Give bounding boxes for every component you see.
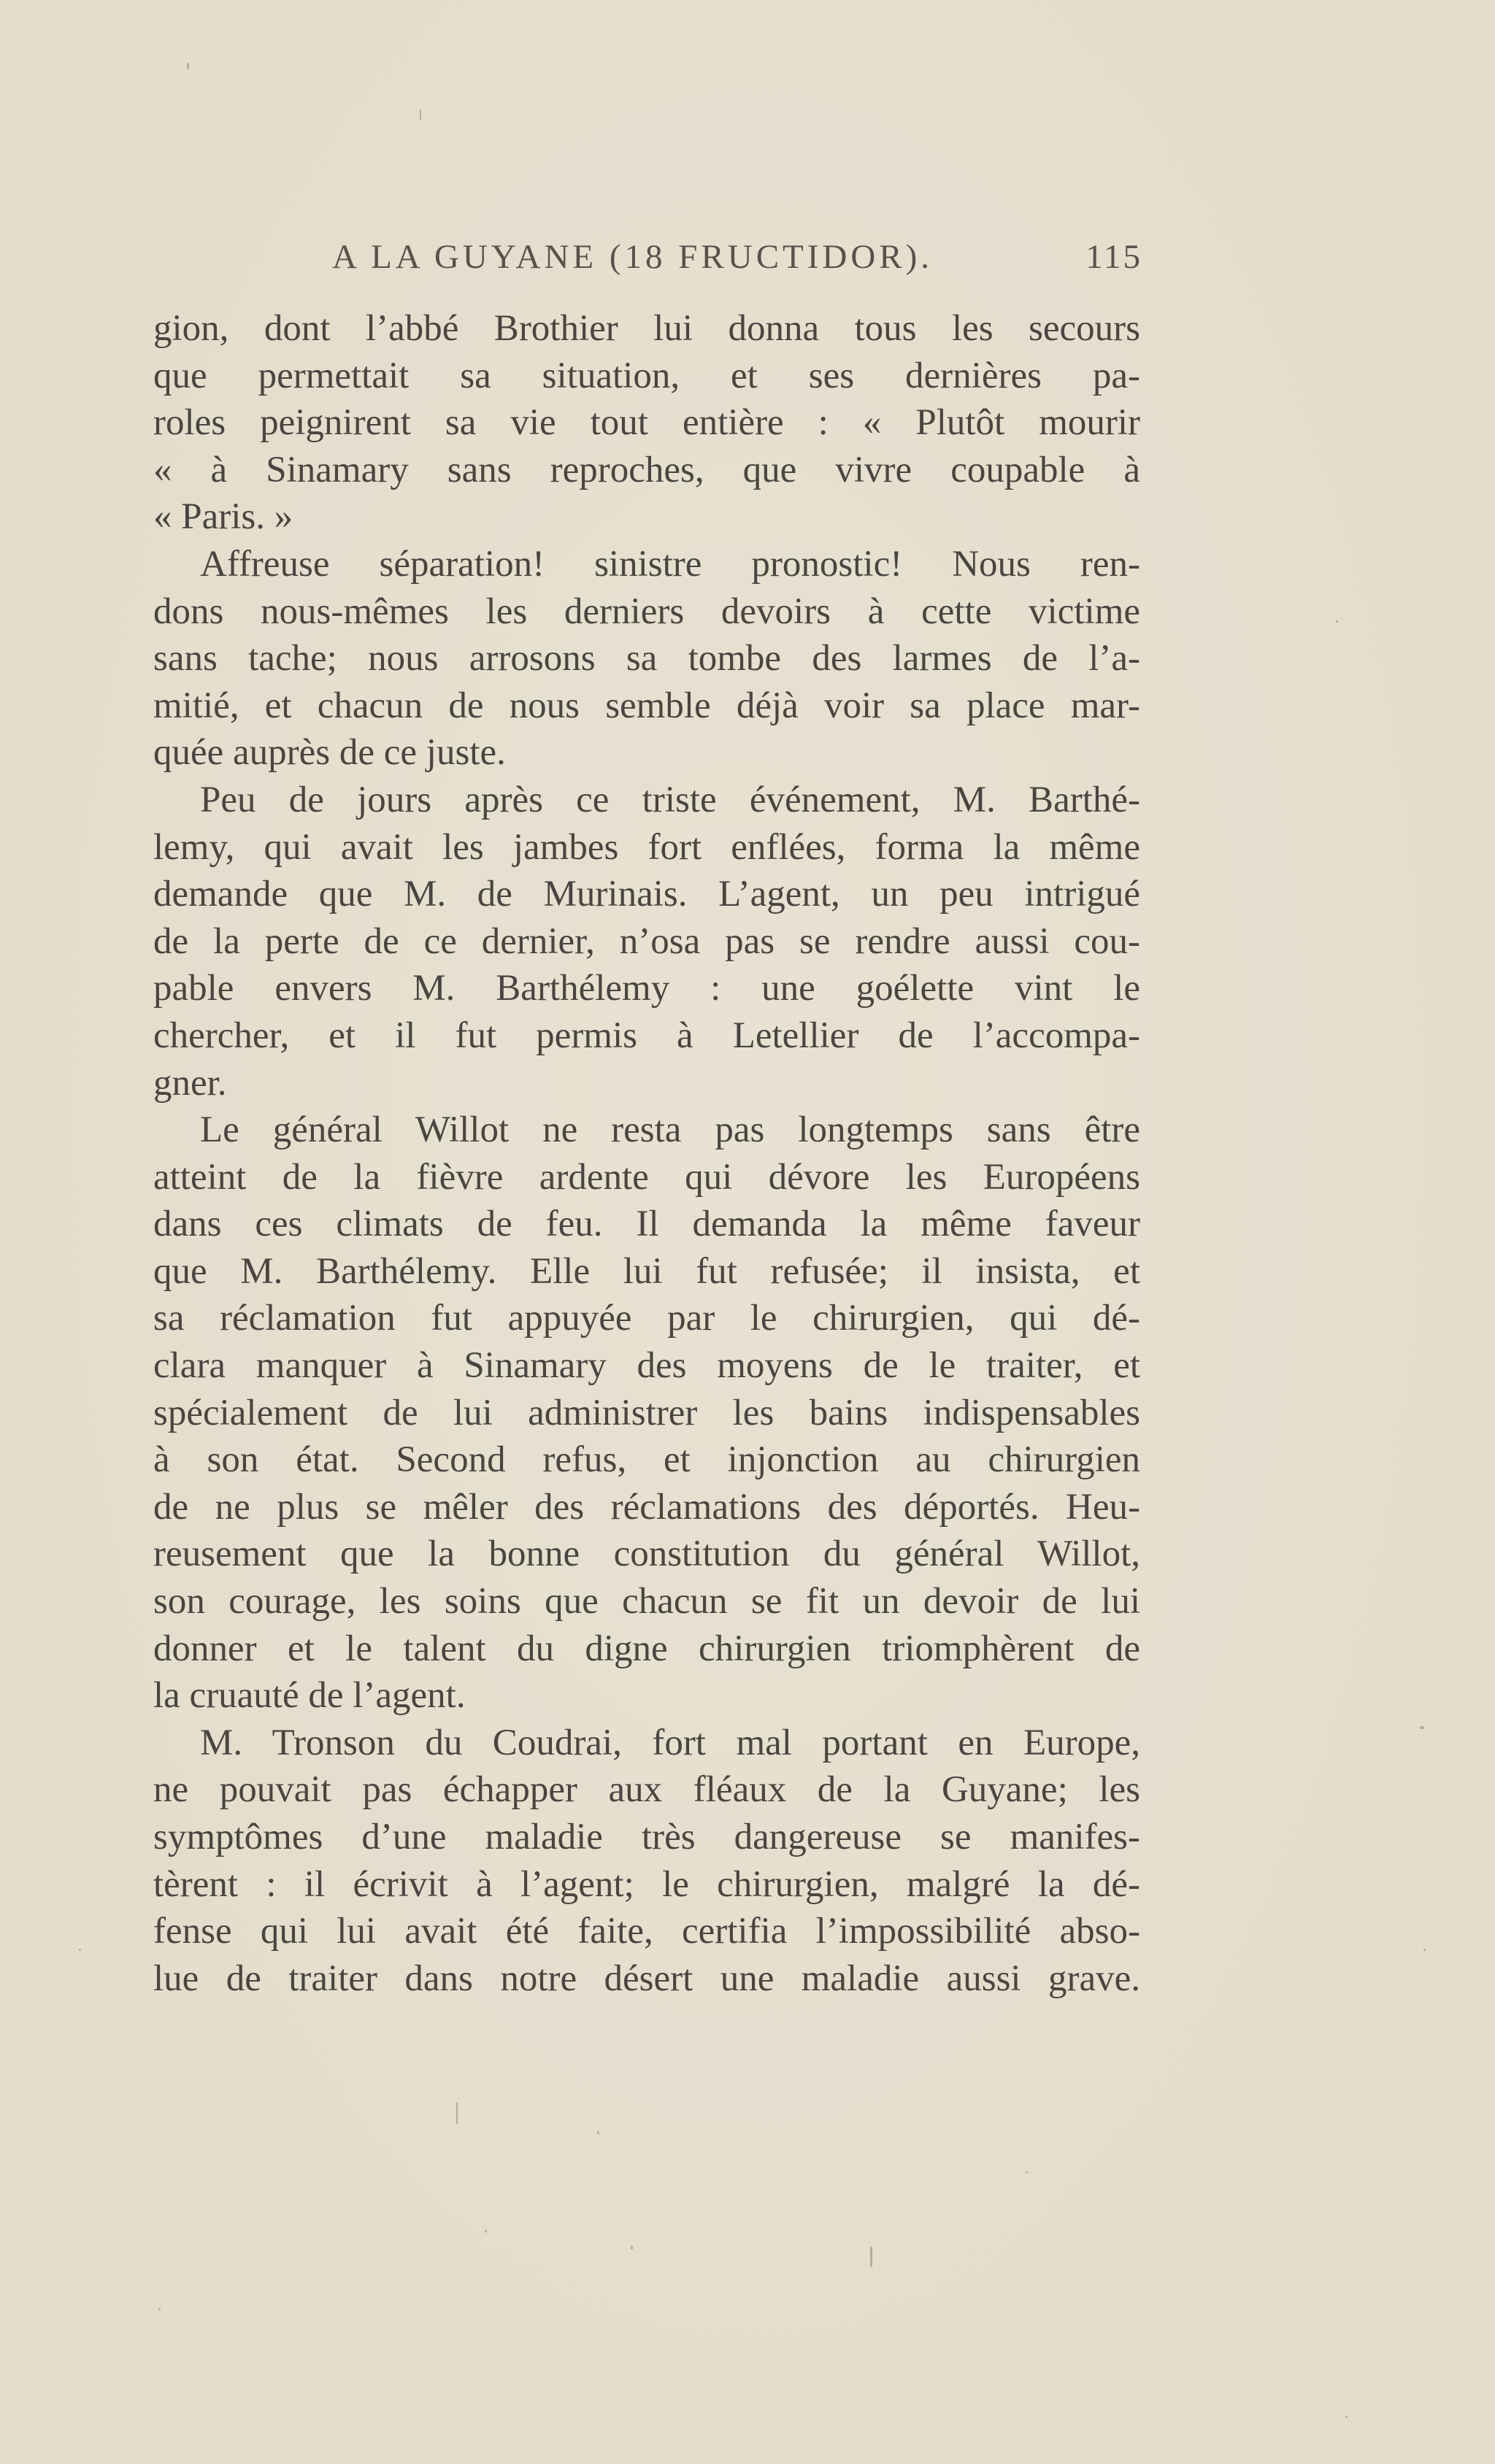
paper-speck bbox=[485, 2230, 487, 2233]
text-line: symptômes d’une maladie très dangereuse se manifes- bbox=[153, 1817, 1140, 1857]
text-line: gion, dont l’abbé Brothier lui donna tous les secours bbox=[153, 308, 1140, 349]
text-line: de la perte de ce dernier, n’osa pas se rendre aussi cou- bbox=[153, 920, 1140, 962]
paper-speck bbox=[870, 2247, 872, 2267]
paper-speck bbox=[597, 2131, 599, 2134]
paper-speck bbox=[79, 1949, 81, 1951]
paper-speck bbox=[1345, 2416, 1348, 2418]
paper-speck bbox=[158, 2308, 161, 2310]
text-line: que permettait sa situation, et ses dernières pa- bbox=[153, 355, 1140, 396]
paper-speck bbox=[1026, 2171, 1028, 2174]
text-line: fense qui lui avait été faite, certifia l’impossibilité abso- bbox=[153, 1911, 1140, 1952]
text-line: mitié, et chacun de nous semble déjà voir sa place mar- bbox=[153, 685, 1140, 726]
text-line: ne pouvait pas échapper aux fléaux de la Guyane; les bbox=[153, 1769, 1140, 1811]
text-line: quée auprès de ce juste. bbox=[153, 732, 506, 774]
paragraph bbox=[153, 1720, 1140, 2003]
text-line: « à Sinamary sans reproches, que vivre coupable à bbox=[153, 449, 1140, 490]
paper-speck bbox=[420, 109, 421, 120]
text-line: la cruauté de l’agent. bbox=[153, 1675, 466, 1717]
paragraph bbox=[153, 1106, 1140, 1720]
text-line: lue de traiter dans notre désert une maladie aussi grave. bbox=[153, 1957, 1140, 1999]
text-line: sans tache; nous arrosons sa tombe des larmes de l’a- bbox=[153, 638, 1140, 679]
text-line: son courage, les soins que chacun se fit un devoir de lui bbox=[153, 1581, 1140, 1622]
text-line: atteint de la fièvre ardente qui dévore les Européens bbox=[153, 1156, 1140, 1198]
text-line: à son état. Second refus, et injonction au chirurgien bbox=[153, 1439, 1140, 1481]
text-line: demande que M. de Murinais. L’agent, un peu intrigué bbox=[153, 874, 1140, 915]
text-line: lemy, qui avait les jambes fort enflées, forma la même bbox=[153, 826, 1140, 868]
text-line: Affreuse séparation! sinistre pronostic! Nous ren- bbox=[200, 543, 1140, 585]
text-line: de ne plus se mêler des réclamations des déportés. Heu- bbox=[153, 1486, 1140, 1528]
text-line: dans ces climats de feu. Il demanda la même faveur bbox=[153, 1204, 1140, 1245]
text-line: reusement que la bonne constitution du général Willot, bbox=[153, 1533, 1140, 1575]
paper-speck bbox=[187, 63, 189, 69]
chapter-title: A LA GUYANE (18 FRUCTIDOR). bbox=[332, 238, 934, 276]
paper-speck bbox=[631, 2246, 633, 2249]
body-text bbox=[153, 305, 1140, 2002]
text-line: M. Tronson du Coudrai, fort mal portant en Europe, bbox=[200, 1722, 1140, 1763]
text-line: dons nous-mêmes les derniers devoirs à cette victime bbox=[153, 590, 1140, 632]
text-line: clara manquer à Sinamary des moyens de le traiter, et bbox=[153, 1345, 1140, 1387]
text-line: gner. bbox=[153, 1062, 227, 1104]
paragraph bbox=[153, 541, 1140, 777]
text-line: que M. Barthélemy. Elle lui fut refusée; il insista, et bbox=[153, 1250, 1140, 1292]
paragraph bbox=[153, 777, 1140, 1106]
text-line: roles peignirent sa vie tout entière : « Plutôt mourir bbox=[153, 402, 1140, 444]
text-line: sa réclamation fut appuyée par le chirurgien, qui dé- bbox=[153, 1298, 1140, 1339]
running-head bbox=[332, 235, 1142, 279]
page-number: 115 bbox=[1085, 238, 1142, 276]
text-line: Le général Willot ne resta pas longtemps sans être bbox=[200, 1109, 1140, 1151]
text-line: « Paris. » bbox=[153, 496, 293, 538]
text-line: donner et le talent du digne chirurgien triomphèrent de bbox=[153, 1628, 1140, 1669]
text-line: Peu de jours après ce triste événement, M. Barthé- bbox=[200, 779, 1140, 820]
paper-speck bbox=[456, 2102, 458, 2124]
text-line: chercher, et il fut permis à Letellier de l’accompa- bbox=[153, 1015, 1140, 1056]
paper-speck bbox=[1423, 1949, 1426, 1951]
paper-speck bbox=[1336, 620, 1338, 623]
paper-speck bbox=[1420, 1726, 1424, 1729]
text-line: pable envers M. Barthélemy : une goélette vint le bbox=[153, 968, 1140, 1009]
text-line: tèrent : il écrivit à l’agent; le chirurgien, malgré la dé- bbox=[153, 1863, 1140, 1905]
text-line: spécialement de lui administrer les bains indispensables bbox=[153, 1392, 1140, 1433]
paragraph bbox=[153, 305, 1140, 541]
